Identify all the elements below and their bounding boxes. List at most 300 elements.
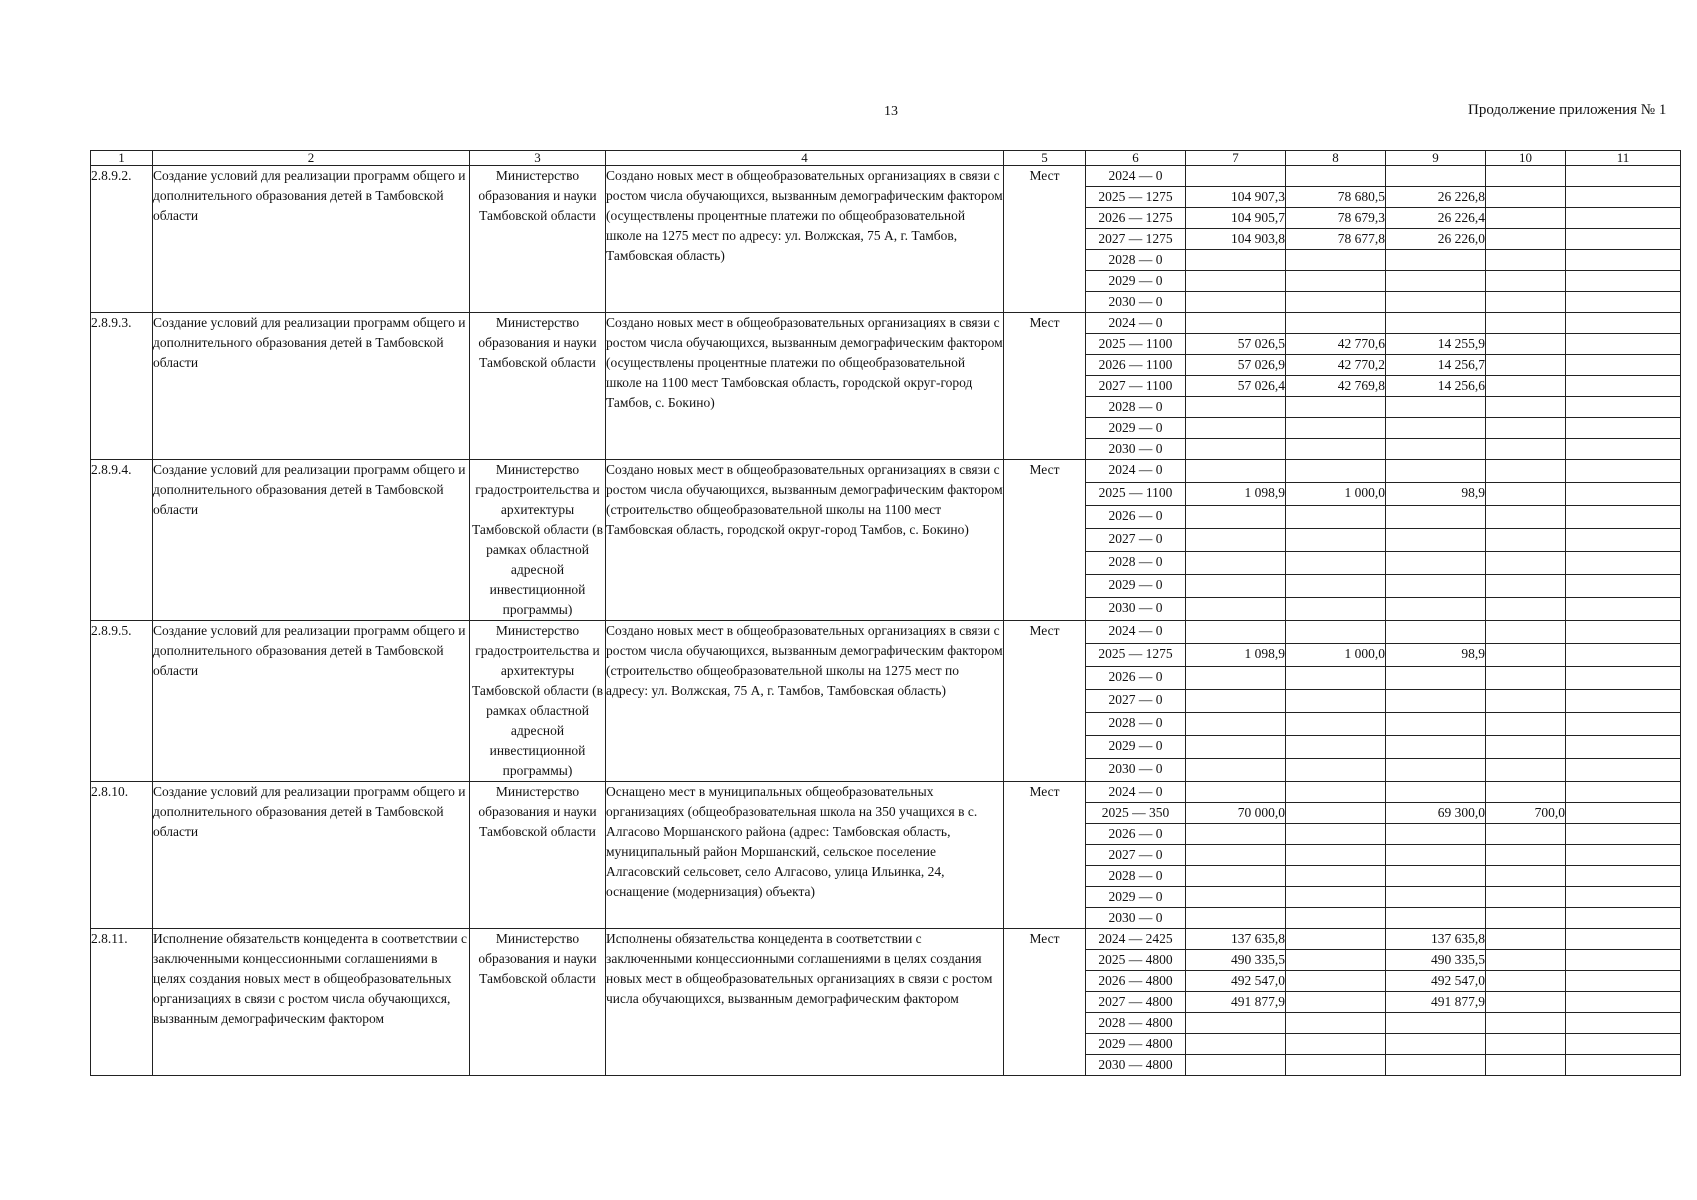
regional-funding-cell: [1386, 845, 1486, 866]
total-funding-cell: 491 877,9: [1186, 992, 1286, 1013]
total-funding-cell: [1186, 166, 1286, 187]
year-target-cell: 2026 — 4800: [1086, 971, 1186, 992]
column-number-header: [91, 151, 1681, 166]
local-funding-cell: [1486, 845, 1566, 866]
total-funding-cell: [1186, 866, 1286, 887]
year-target-cell: 2027 — 0: [1086, 529, 1186, 552]
other-funding-cell: [1566, 1013, 1681, 1034]
federal-funding-cell: [1286, 575, 1386, 598]
column-header: 5: [1004, 151, 1086, 166]
other-funding-cell: [1566, 713, 1681, 736]
column-header: 7: [1186, 151, 1286, 166]
other-funding-cell: [1566, 690, 1681, 713]
responsible-organization: Министерство градостроительства и архитектуры Тамбовской области (в рамках областной адресной инвестиционной программы): [470, 460, 606, 621]
regional-funding-cell: [1386, 759, 1486, 782]
local-funding-cell: [1486, 690, 1566, 713]
year-target-cell: 2028 — 0: [1086, 552, 1186, 575]
regional-funding-cell: [1386, 271, 1486, 292]
regional-funding-cell: [1386, 824, 1486, 845]
unit-of-measure: Мест: [1004, 313, 1086, 460]
total-funding-cell: [1186, 1034, 1286, 1055]
regional-funding-cell: 490 335,5: [1386, 950, 1486, 971]
total-funding-cell: [1186, 292, 1286, 313]
federal-funding-cell: [1286, 866, 1386, 887]
year-target-cell: 2028 — 0: [1086, 866, 1186, 887]
local-funding-cell: [1486, 355, 1566, 376]
local-funding-cell: [1486, 271, 1566, 292]
total-funding-cell: 492 547,0: [1186, 971, 1286, 992]
local-funding-cell: [1486, 418, 1566, 439]
federal-funding-cell: [1286, 292, 1386, 313]
total-funding-cell: [1186, 506, 1286, 529]
year-target-cell: 2024 — 0: [1086, 621, 1186, 644]
local-funding-cell: [1486, 736, 1566, 759]
other-funding-cell: [1566, 292, 1681, 313]
year-target-cell: 2028 — 0: [1086, 250, 1186, 271]
expected-result: Исполнены обязательства концедента в соответствии с заключенными концессионными соглашениями в целях создания новых мест в общеобразовательных организациях в связи с ростом числа обучающихся, вызванным демографическим фактором: [606, 929, 1004, 1076]
federal-funding-cell: [1286, 552, 1386, 575]
regional-funding-cell: 26 226,0: [1386, 229, 1486, 250]
local-funding-cell: [1486, 460, 1566, 483]
regional-funding-cell: [1386, 397, 1486, 418]
other-funding-cell: [1566, 598, 1681, 621]
page-number: 13: [884, 104, 898, 119]
federal-funding-cell: [1286, 1034, 1386, 1055]
federal-funding-cell: [1286, 803, 1386, 824]
federal-funding-cell: 78 677,8: [1286, 229, 1386, 250]
federal-funding-cell: [1286, 713, 1386, 736]
regional-funding-cell: 98,9: [1386, 483, 1486, 506]
expected-result: Создано новых мест в общеобразовательных организациях в связи с ростом числа обучающихся, вызванным демографическим фактором (строительство общеобразовательной школы на 1275 мест по адресу: ул. Волжская, 75 А, г. Тамбов, Тамбовская область): [606, 621, 1004, 782]
expected-result: Создано новых мест в общеобразовательных организациях в связи с ростом числа обучающихся, вызванным демографическим фактором (строительство общеобразовательной школы на 1100 мест Тамбовская область, городской округ-город Тамбов, с. Бокино): [606, 460, 1004, 621]
regional-funding-cell: [1386, 250, 1486, 271]
federal-funding-cell: 42 770,2: [1286, 355, 1386, 376]
federal-funding-cell: 78 680,5: [1286, 187, 1386, 208]
total-funding-cell: [1186, 690, 1286, 713]
regional-funding-cell: [1386, 313, 1486, 334]
responsible-organization: Министерство образования и науки Тамбовской области: [470, 782, 606, 929]
measure-name: Создание условий для реализации программ общего и дополнительного образования детей в Тамбовской области: [153, 621, 470, 782]
column-header: 10: [1486, 151, 1566, 166]
other-funding-cell: [1566, 552, 1681, 575]
other-funding-cell: [1566, 334, 1681, 355]
regional-funding-cell: 98,9: [1386, 644, 1486, 667]
row-number: 2.8.10.: [91, 782, 153, 929]
federal-funding-cell: 1 000,0: [1286, 483, 1386, 506]
year-target-cell: 2030 — 0: [1086, 908, 1186, 929]
other-funding-cell: [1566, 355, 1681, 376]
other-funding-cell: [1566, 845, 1681, 866]
local-funding-cell: [1486, 187, 1566, 208]
other-funding-cell: [1566, 1034, 1681, 1055]
local-funding-cell: [1486, 397, 1566, 418]
total-funding-cell: [1186, 845, 1286, 866]
federal-funding-cell: [1286, 598, 1386, 621]
column-header: 1: [91, 151, 153, 166]
total-funding-cell: 137 635,8: [1186, 929, 1286, 950]
year-target-cell: 2025 — 1100: [1086, 334, 1186, 355]
federal-funding-cell: [1286, 667, 1386, 690]
column-header: 2: [153, 151, 470, 166]
regional-funding-cell: [1386, 690, 1486, 713]
total-funding-cell: [1186, 250, 1286, 271]
other-funding-cell: [1566, 971, 1681, 992]
local-funding-cell: [1486, 759, 1566, 782]
regional-funding-cell: 14 255,9: [1386, 334, 1486, 355]
year-target-cell: 2026 — 0: [1086, 506, 1186, 529]
total-funding-cell: [1186, 713, 1286, 736]
year-target-cell: 2024 — 0: [1086, 460, 1186, 483]
year-target-cell: 2027 — 4800: [1086, 992, 1186, 1013]
other-funding-cell: [1566, 439, 1681, 460]
other-funding-cell: [1566, 1055, 1681, 1076]
total-funding-cell: [1186, 667, 1286, 690]
federal-funding-cell: [1286, 971, 1386, 992]
total-funding-cell: 1 098,9: [1186, 644, 1286, 667]
total-funding-cell: 57 026,9: [1186, 355, 1286, 376]
year-target-cell: 2030 — 0: [1086, 759, 1186, 782]
measure-name: Создание условий для реализации программ общего и дополнительного образования детей в Тамбовской области: [153, 782, 470, 929]
local-funding-cell: [1486, 166, 1566, 187]
federal-funding-cell: [1286, 759, 1386, 782]
regional-funding-cell: 137 635,8: [1386, 929, 1486, 950]
expected-result: Создано новых мест в общеобразовательных организациях в связи с ростом числа обучающихся, вызванным демографическим фактором (осуществлены процентные платежи по общеобразовательной школе на 1275 мест по адресу: ул. Волжская, 75 А, г. Тамбов, Тамбовская область): [606, 166, 1004, 313]
total-funding-cell: [1186, 460, 1286, 483]
responsible-organization: Министерство образования и науки Тамбовской области: [470, 313, 606, 460]
year-target-cell: 2028 — 0: [1086, 713, 1186, 736]
federal-funding-cell: [1286, 887, 1386, 908]
year-target-cell: 2026 — 1100: [1086, 355, 1186, 376]
year-target-cell: 2030 — 4800: [1086, 1055, 1186, 1076]
responsible-organization: Министерство образования и науки Тамбовской области: [470, 929, 606, 1076]
other-funding-cell: [1566, 397, 1681, 418]
row-number: 2.8.9.5.: [91, 621, 153, 782]
federal-funding-cell: [1286, 250, 1386, 271]
local-funding-cell: [1486, 506, 1566, 529]
row-number: 2.8.9.3.: [91, 313, 153, 460]
regional-funding-cell: [1386, 529, 1486, 552]
year-target-cell: 2026 — 1275: [1086, 208, 1186, 229]
local-funding-cell: [1486, 439, 1566, 460]
local-funding-cell: [1486, 866, 1566, 887]
federal-funding-cell: [1286, 397, 1386, 418]
local-funding-cell: [1486, 782, 1566, 803]
total-funding-cell: [1186, 598, 1286, 621]
total-funding-cell: [1186, 887, 1286, 908]
local-funding-cell: [1486, 552, 1566, 575]
year-target-cell: 2025 — 4800: [1086, 950, 1186, 971]
table-row: [91, 313, 1681, 334]
federal-funding-cell: [1286, 460, 1386, 483]
column-header: 3: [470, 151, 606, 166]
other-funding-cell: [1566, 759, 1681, 782]
regional-funding-cell: [1386, 166, 1486, 187]
year-target-cell: 2027 — 0: [1086, 690, 1186, 713]
regional-funding-cell: 69 300,0: [1386, 803, 1486, 824]
other-funding-cell: [1566, 187, 1681, 208]
other-funding-cell: [1566, 803, 1681, 824]
federal-funding-cell: [1286, 529, 1386, 552]
local-funding-cell: [1486, 376, 1566, 397]
expected-result: Создано новых мест в общеобразовательных организациях в связи с ростом числа обучающихся, вызванным демографическим фактором (осуществлены процентные платежи по общеобразовательной школе на 1100 мест Тамбовская область, городской округ-город Тамбов, с. Бокино): [606, 313, 1004, 460]
local-funding-cell: [1486, 598, 1566, 621]
table-row: [91, 929, 1681, 950]
federal-funding-cell: [1286, 271, 1386, 292]
total-funding-cell: [1186, 1055, 1286, 1076]
regional-funding-cell: [1386, 667, 1486, 690]
total-funding-cell: [1186, 529, 1286, 552]
regional-funding-cell: [1386, 713, 1486, 736]
other-funding-cell: [1566, 950, 1681, 971]
year-target-cell: 2029 — 0: [1086, 736, 1186, 759]
total-funding-cell: [1186, 313, 1286, 334]
regional-funding-cell: [1386, 782, 1486, 803]
local-funding-cell: [1486, 908, 1566, 929]
local-funding-cell: [1486, 971, 1566, 992]
other-funding-cell: [1566, 460, 1681, 483]
expected-result: Оснащено мест в муниципальных общеобразовательных организациях (общеобразовательная школа на 350 учащихся в с. Алгасово Моршанского района (адрес: Тамбовская область, муниципальный район Моршанский, сельское поселение Алгасовский сельсовет, село Алгасово, улица Ильинка, 24, оснащение (модернизация) объекта): [606, 782, 1004, 929]
federal-funding-cell: 42 770,6: [1286, 334, 1386, 355]
table-body: [91, 166, 1681, 1076]
total-funding-cell: [1186, 271, 1286, 292]
other-funding-cell: [1566, 376, 1681, 397]
local-funding-cell: [1486, 713, 1566, 736]
unit-of-measure: Мест: [1004, 621, 1086, 782]
year-target-cell: 2030 — 0: [1086, 598, 1186, 621]
other-funding-cell: [1566, 887, 1681, 908]
column-header: 8: [1286, 151, 1386, 166]
regional-funding-cell: [1386, 736, 1486, 759]
total-funding-cell: [1186, 575, 1286, 598]
regional-funding-cell: [1386, 908, 1486, 929]
row-number: 2.8.11.: [91, 929, 153, 1076]
column-header: 9: [1386, 151, 1486, 166]
regional-funding-cell: [1386, 292, 1486, 313]
year-target-cell: 2026 — 0: [1086, 667, 1186, 690]
local-funding-cell: [1486, 824, 1566, 845]
other-funding-cell: [1566, 271, 1681, 292]
total-funding-cell: [1186, 736, 1286, 759]
regional-funding-cell: [1386, 418, 1486, 439]
measure-name: Создание условий для реализации программ общего и дополнительного образования детей в Тамбовской области: [153, 313, 470, 460]
total-funding-cell: 57 026,4: [1186, 376, 1286, 397]
unit-of-measure: Мест: [1004, 929, 1086, 1076]
year-target-cell: 2029 — 4800: [1086, 1034, 1186, 1055]
other-funding-cell: [1566, 208, 1681, 229]
unit-of-measure: Мест: [1004, 782, 1086, 929]
regional-funding-cell: [1386, 621, 1486, 644]
year-target-cell: 2026 — 0: [1086, 824, 1186, 845]
year-target-cell: 2030 — 0: [1086, 292, 1186, 313]
total-funding-cell: [1186, 782, 1286, 803]
regional-funding-cell: 491 877,9: [1386, 992, 1486, 1013]
year-target-cell: 2024 — 0: [1086, 782, 1186, 803]
total-funding-cell: 57 026,5: [1186, 334, 1286, 355]
federal-funding-cell: [1286, 950, 1386, 971]
regional-funding-cell: 14 256,6: [1386, 376, 1486, 397]
local-funding-cell: [1486, 575, 1566, 598]
other-funding-cell: [1566, 908, 1681, 929]
column-header: 6: [1086, 151, 1186, 166]
year-target-cell: 2027 — 1275: [1086, 229, 1186, 250]
local-funding-cell: [1486, 1034, 1566, 1055]
other-funding-cell: [1566, 667, 1681, 690]
table-row: [91, 621, 1681, 644]
appendix-continuation-label: Продолжение приложения № 1: [1468, 102, 1667, 118]
other-funding-cell: [1566, 575, 1681, 598]
total-funding-cell: 104 905,7: [1186, 208, 1286, 229]
local-funding-cell: [1486, 929, 1566, 950]
measure-name: Создание условий для реализации программ общего и дополнительного образования детей в Тамбовской области: [153, 166, 470, 313]
local-funding-cell: [1486, 313, 1566, 334]
federal-funding-cell: 1 000,0: [1286, 644, 1386, 667]
local-funding-cell: [1486, 208, 1566, 229]
total-funding-cell: 1 098,9: [1186, 483, 1286, 506]
total-funding-cell: [1186, 621, 1286, 644]
measure-name: Создание условий для реализации программ общего и дополнительного образования детей в Тамбовской области: [153, 460, 470, 621]
year-target-cell: 2028 — 4800: [1086, 1013, 1186, 1034]
year-target-cell: 2029 — 0: [1086, 575, 1186, 598]
year-target-cell: 2029 — 0: [1086, 418, 1186, 439]
other-funding-cell: [1566, 644, 1681, 667]
year-target-cell: 2027 — 0: [1086, 845, 1186, 866]
federal-funding-cell: [1286, 506, 1386, 529]
local-funding-cell: [1486, 334, 1566, 355]
other-funding-cell: [1566, 166, 1681, 187]
year-target-cell: 2027 — 1100: [1086, 376, 1186, 397]
other-funding-cell: [1566, 483, 1681, 506]
column-header: 4: [606, 151, 1004, 166]
federal-funding-cell: [1286, 1055, 1386, 1076]
year-target-cell: 2029 — 0: [1086, 887, 1186, 908]
responsible-organization: Министерство образования и науки Тамбовской области: [470, 166, 606, 313]
federal-funding-cell: [1286, 782, 1386, 803]
responsible-organization: Министерство градостроительства и архитектуры Тамбовской области (в рамках областной адресной инвестиционной программы): [470, 621, 606, 782]
regional-funding-cell: [1386, 506, 1486, 529]
federal-funding-cell: [1286, 313, 1386, 334]
year-target-cell: 2025 — 1275: [1086, 644, 1186, 667]
row-number: 2.8.9.2.: [91, 166, 153, 313]
other-funding-cell: [1566, 866, 1681, 887]
regional-funding-cell: [1386, 439, 1486, 460]
federal-funding-cell: [1286, 1013, 1386, 1034]
regional-funding-cell: [1386, 598, 1486, 621]
other-funding-cell: [1566, 736, 1681, 759]
other-funding-cell: [1566, 229, 1681, 250]
total-funding-cell: [1186, 1013, 1286, 1034]
local-funding-cell: [1486, 1013, 1566, 1034]
other-funding-cell: [1566, 621, 1681, 644]
regional-funding-cell: [1386, 866, 1486, 887]
regional-funding-cell: 492 547,0: [1386, 971, 1486, 992]
federal-funding-cell: [1286, 621, 1386, 644]
local-funding-cell: [1486, 250, 1566, 271]
total-funding-cell: [1186, 552, 1286, 575]
row-number: 2.8.9.4.: [91, 460, 153, 621]
unit-of-measure: Мест: [1004, 166, 1086, 313]
other-funding-cell: [1566, 529, 1681, 552]
regional-funding-cell: [1386, 887, 1486, 908]
federal-funding-cell: [1286, 992, 1386, 1013]
local-funding-cell: [1486, 644, 1566, 667]
local-funding-cell: [1486, 483, 1566, 506]
other-funding-cell: [1566, 250, 1681, 271]
year-target-cell: 2025 — 1100: [1086, 483, 1186, 506]
table-row: [91, 782, 1681, 803]
total-funding-cell: 104 903,8: [1186, 229, 1286, 250]
regional-funding-cell: [1386, 460, 1486, 483]
regional-funding-cell: 26 226,4: [1386, 208, 1486, 229]
year-target-cell: 2024 — 0: [1086, 166, 1186, 187]
regional-funding-cell: [1386, 1034, 1486, 1055]
year-target-cell: 2030 — 0: [1086, 439, 1186, 460]
local-funding-cell: [1486, 292, 1566, 313]
local-funding-cell: [1486, 992, 1566, 1013]
total-funding-cell: [1186, 759, 1286, 782]
table-row: [91, 166, 1681, 187]
regional-funding-cell: [1386, 1013, 1486, 1034]
year-target-cell: 2024 — 0: [1086, 313, 1186, 334]
federal-funding-cell: [1286, 908, 1386, 929]
federal-funding-cell: [1286, 824, 1386, 845]
table-row: [91, 460, 1681, 483]
year-target-cell: 2025 — 350: [1086, 803, 1186, 824]
other-funding-cell: [1566, 418, 1681, 439]
total-funding-cell: [1186, 908, 1286, 929]
other-funding-cell: [1566, 929, 1681, 950]
federal-funding-cell: [1286, 929, 1386, 950]
unit-of-measure: Мест: [1004, 460, 1086, 621]
local-funding-cell: 700,0: [1486, 803, 1566, 824]
federal-funding-cell: [1286, 845, 1386, 866]
other-funding-cell: [1566, 824, 1681, 845]
program-table: [90, 150, 1681, 1076]
federal-funding-cell: [1286, 690, 1386, 713]
federal-funding-cell: [1286, 439, 1386, 460]
local-funding-cell: [1486, 1055, 1566, 1076]
regional-funding-cell: [1386, 1055, 1486, 1076]
federal-funding-cell: [1286, 418, 1386, 439]
other-funding-cell: [1566, 313, 1681, 334]
federal-funding-cell: [1286, 736, 1386, 759]
total-funding-cell: [1186, 418, 1286, 439]
local-funding-cell: [1486, 950, 1566, 971]
year-target-cell: 2025 — 1275: [1086, 187, 1186, 208]
local-funding-cell: [1486, 621, 1566, 644]
other-funding-cell: [1566, 782, 1681, 803]
federal-funding-cell: [1286, 166, 1386, 187]
regional-funding-cell: [1386, 552, 1486, 575]
local-funding-cell: [1486, 667, 1566, 690]
local-funding-cell: [1486, 887, 1566, 908]
regional-funding-cell: 14 256,7: [1386, 355, 1486, 376]
total-funding-cell: [1186, 824, 1286, 845]
total-funding-cell: 490 335,5: [1186, 950, 1286, 971]
total-funding-cell: [1186, 439, 1286, 460]
total-funding-cell: [1186, 397, 1286, 418]
year-target-cell: 2029 — 0: [1086, 271, 1186, 292]
other-funding-cell: [1566, 992, 1681, 1013]
regional-funding-cell: 26 226,8: [1386, 187, 1486, 208]
other-funding-cell: [1566, 506, 1681, 529]
measure-name: Исполнение обязательств концедента в соответствии с заключенными концессионными соглашениями в целях создания новых мест в общеобразовательных организациях в связи с ростом числа обучающихся, вызванным демографическим фактором: [153, 929, 470, 1076]
local-funding-cell: [1486, 529, 1566, 552]
federal-funding-cell: 42 769,8: [1286, 376, 1386, 397]
total-funding-cell: 70 000,0: [1186, 803, 1286, 824]
total-funding-cell: 104 907,3: [1186, 187, 1286, 208]
year-target-cell: 2024 — 2425: [1086, 929, 1186, 950]
year-target-cell: 2028 — 0: [1086, 397, 1186, 418]
